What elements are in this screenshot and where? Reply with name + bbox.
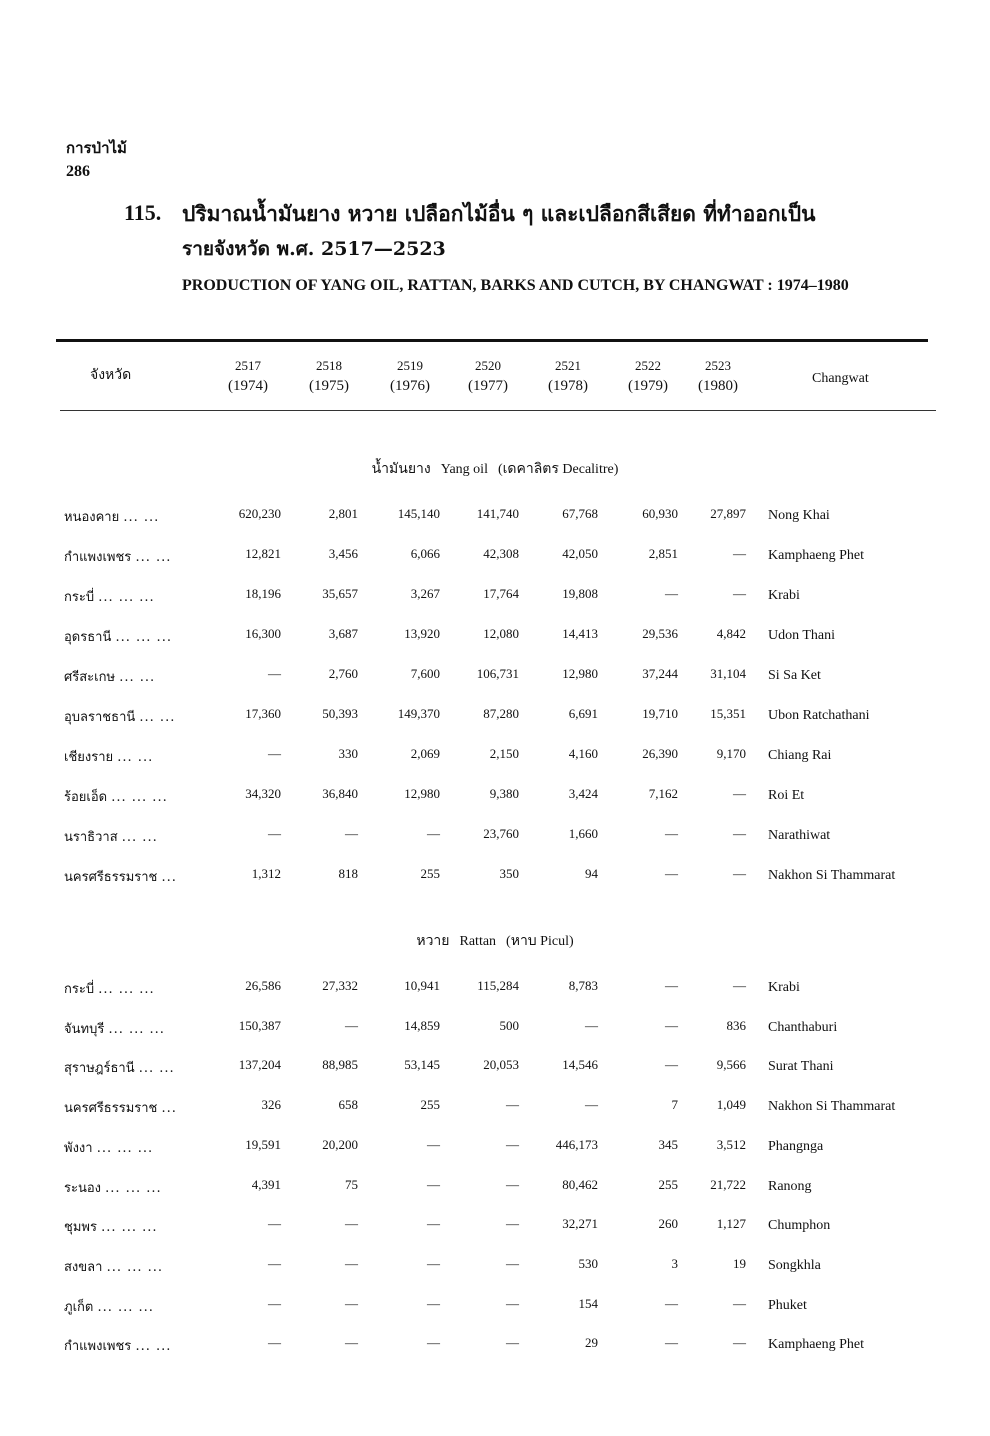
year-be: 2519 [397,358,423,373]
value-cell: — [733,1335,746,1350]
value-cell: — [345,1018,358,1033]
value-cell: 53,145 [404,1057,440,1072]
value-cell: — [345,1216,358,1231]
value-cell: 17,360 [245,706,281,721]
table-row [0,978,990,1002]
province-thai: สงขลา [64,1260,103,1275]
province-english: Roi Et [768,788,805,803]
value-cell: — [345,1296,358,1311]
value-cell: — [665,826,678,841]
year-header [294,356,364,396]
value-cell: 35,657 [322,586,358,601]
value-cell: 20,200 [322,1137,358,1152]
value-cell: 330 [338,746,358,761]
value-cell: 12,980 [562,666,598,681]
province-thai: นครศรีธรรมราช [64,1101,158,1116]
value-cell: 446,173 [555,1137,598,1152]
value-cell: — [268,1216,281,1231]
value-cell: 149,370 [397,706,440,721]
value-cell: 36,840 [322,786,358,801]
value-cell: 19 [733,1256,746,1271]
value-cell: 2,801 [328,506,358,521]
year-ad: (1975) [309,378,349,394]
province-english: Ubon Ratchathani [768,708,870,723]
value-cell: 14,859 [404,1018,440,1033]
value-cell: 26,390 [642,746,678,761]
province-thai: สุราษฎร์ธานี [64,1061,135,1076]
value-cell: 3 [671,1256,678,1271]
table-row [0,706,990,730]
value-cell: — [427,1177,440,1192]
value-cell: — [733,978,746,993]
province-thai: จันทบุรี [64,1022,105,1037]
province-thai: อุบลราชธานี [64,710,136,725]
province-english: Phangnga [768,1139,824,1154]
value-cell: — [665,1296,678,1311]
value-cell: 67,768 [562,506,598,521]
value-cell: — [506,1137,519,1152]
row-label-thai [64,626,172,647]
table-row [0,1216,990,1240]
year-be: 2522 [635,358,661,373]
value-cell: 12,080 [483,626,519,641]
value-cell: — [268,1335,281,1350]
section-heading-unit: (เดคาลิตร Decalitre) [497,462,619,477]
value-cell: 345 [658,1137,678,1152]
table-row [0,546,990,570]
row-label-thai [64,666,155,687]
value-cell: 255 [420,1097,440,1112]
value-cell: 10,941 [404,978,440,993]
column-header-english: Changwat [812,371,869,386]
province-english: Si Sa Ket [768,668,821,683]
leader-dots: ... ... [117,750,154,765]
value-cell: — [427,1335,440,1350]
row-label-thai [64,586,155,607]
leader-dots: ... [161,1101,177,1116]
leader-dots: ... ... ... [108,1022,165,1037]
value-cell: 2,150 [489,746,519,761]
value-cell: 500 [499,1018,519,1033]
page-number: 286 [66,163,90,180]
leader-dots: ... ... [135,1339,172,1354]
province-thai: อุดรธานี [64,630,112,645]
leader-dots: ... ... ... [97,1300,154,1315]
table-row [0,1057,990,1081]
leader-dots: ... ... ... [101,1220,158,1235]
value-cell: 27,332 [322,978,358,993]
row-label-thai [64,1018,165,1039]
year-be: 2520 [475,358,501,373]
leader-dots: ... ... [119,670,156,685]
year-be: 2517 [235,358,261,373]
leader-dots: ... ... [121,830,158,845]
year-ad: (1978) [548,378,588,394]
value-cell: — [665,586,678,601]
value-cell: — [506,1177,519,1192]
table-row [0,826,990,850]
value-cell: 3,512 [716,1137,746,1152]
value-cell: 32,271 [562,1216,598,1231]
province-thai: หนองคาย [64,510,120,525]
leader-dots: ... ... [139,710,176,725]
table-title-thai-line2: รายจังหวัด พ.ศ. 2517—2523 [182,238,446,260]
value-cell: 9,170 [716,746,746,761]
row-label-thai [64,786,168,807]
row-label-thai [64,1256,163,1277]
section-heading [0,930,990,952]
value-cell: 4,391 [251,1177,281,1192]
row-label-thai [64,706,175,727]
row-label-thai [64,1097,177,1118]
value-cell: — [268,826,281,841]
value-cell: 9,566 [716,1057,746,1072]
row-label-thai [64,506,159,527]
value-cell: 3,456 [328,546,358,561]
section-heading-english: Yang oil [440,462,488,477]
province-english: Narathiwat [768,828,831,843]
leader-dots: ... ... ... [98,590,155,605]
value-cell: 94 [585,866,598,881]
value-cell: — [268,666,281,681]
value-cell: 260 [658,1216,678,1231]
leader-dots: ... ... [138,1061,175,1076]
value-cell: 20,053 [483,1057,519,1072]
year-ad: (1979) [628,378,668,394]
value-cell: 154 [578,1296,598,1311]
leader-dots: ... ... ... [106,1260,164,1275]
province-thai: ศรีสะเกษ [64,670,116,685]
value-cell: — [345,1256,358,1271]
section-header: การป่าไม้ [66,139,127,157]
value-cell: — [665,1018,678,1033]
province-english: Udon Thani [768,628,836,643]
value-cell: 137,204 [238,1057,281,1072]
value-cell: 2,069 [410,746,440,761]
section-heading-english: Rattan [459,934,497,949]
province-english: Krabi [768,588,800,603]
year-header [683,356,753,396]
section-heading-thai: น้ำมันยาง [371,462,431,477]
province-english: Nong Khai [768,508,830,523]
value-cell: 21,722 [710,1177,746,1192]
value-cell: 7,600 [410,666,440,681]
section-heading-unit: (หาบ Picul) [506,934,574,949]
row-label-thai [64,866,177,887]
province-english: Nakhon Si Thammarat [768,1099,896,1114]
province-thai: พังงา [64,1141,93,1156]
value-cell: 7 [671,1097,678,1112]
value-cell: 620,230 [238,506,281,521]
province-english: Chiang Rai [768,748,832,763]
column-header-thai: จังหวัด [90,367,132,383]
province-english: Chumphon [768,1218,831,1233]
value-cell: 255 [658,1177,678,1192]
value-cell: — [665,978,678,993]
section-heading-thai: หวาย [416,934,450,949]
leader-dots: ... ... [135,550,172,565]
province-english: Krabi [768,980,800,995]
province-thai: กระบี่ [64,982,95,997]
table-row [0,866,990,890]
province-english: Kamphaeng Phet [768,1337,865,1352]
value-cell: 34,320 [245,786,281,801]
value-cell: 1,660 [568,826,598,841]
value-cell: 3,424 [568,786,598,801]
row-label-thai [64,1177,162,1198]
province-english: Surat Thani [768,1059,834,1074]
value-cell: — [665,1335,678,1350]
value-cell: 4,160 [568,746,598,761]
value-cell: 141,740 [476,506,519,521]
leader-dots: ... ... ... [105,1181,162,1196]
province-thai: นครศรีธรรมราช [64,870,158,885]
section-heading [0,458,990,480]
province-english: Chanthaburi [768,1020,838,1035]
value-cell: 2,760 [328,666,358,681]
header-bottom-rule [60,410,936,411]
value-cell: — [268,746,281,761]
value-cell: 6,066 [410,546,440,561]
value-cell: 12,821 [245,546,281,561]
value-cell: 326 [261,1097,281,1112]
province-english: Kamphaeng Phet [768,548,865,563]
value-cell: 1,127 [716,1216,746,1231]
year-ad: (1980) [698,378,738,394]
value-cell: — [345,1335,358,1350]
province-thai: ระนอง [64,1181,102,1196]
province-english: Phuket [768,1298,807,1313]
row-label-thai [64,1335,171,1356]
value-cell: — [427,826,440,841]
table-title-english: PRODUCTION OF YANG OIL, RATTAN, BARKS AND CUTCH, BY CHANGWAT : 1974–1980 [182,277,849,294]
province-thai: ภูเก็ต [64,1300,94,1315]
value-cell: — [427,1296,440,1311]
table-row [0,626,990,650]
table-row [0,506,990,530]
value-cell: 60,930 [642,506,678,521]
value-cell: 14,546 [562,1057,598,1072]
year-header [453,356,523,396]
value-cell: 8,783 [568,978,598,993]
value-cell: — [268,1296,281,1311]
value-cell: 75 [345,1177,358,1192]
value-cell: 350 [499,866,519,881]
value-cell: 3,267 [410,586,440,601]
value-cell: 88,985 [322,1057,358,1072]
value-cell: 23,760 [483,826,519,841]
province-thai: ร้อยเอ็ด [64,790,108,805]
table-number: 115. [124,200,162,225]
province-thai: เชียงราย [64,750,114,765]
year-be: 2518 [316,358,342,373]
value-cell: 115,284 [477,978,519,993]
leader-dots: ... [161,870,177,885]
value-cell: — [733,866,746,881]
table-row [0,746,990,770]
table-row [0,1256,990,1280]
value-cell: — [506,1296,519,1311]
year-ad: (1976) [390,378,430,394]
value-cell: 15,351 [710,706,746,721]
row-label-thai [64,1216,158,1237]
value-cell: — [733,786,746,801]
value-cell: — [506,1335,519,1350]
value-cell: 3,687 [328,626,358,641]
value-cell: 16,300 [245,626,281,641]
table-row [0,1018,990,1042]
value-cell: 2,851 [648,546,678,561]
province-thai: กำแพงเพชร [64,550,132,565]
value-cell: 27,897 [710,506,746,521]
year-header [213,356,283,396]
table-top-rule [56,339,928,342]
row-label-thai [64,978,155,999]
value-cell: 14,413 [562,626,598,641]
row-label-thai [64,546,171,567]
value-cell: 818 [338,866,358,881]
year-header [533,356,603,396]
value-cell: 836 [726,1018,746,1033]
value-cell: 37,244 [642,666,678,681]
value-cell: — [506,1256,519,1271]
value-cell: 26,586 [245,978,281,993]
value-cell: 7,162 [648,786,678,801]
province-thai: ชุมพร [64,1220,97,1235]
value-cell: — [506,1097,519,1112]
value-cell: 658 [338,1097,358,1112]
year-ad: (1974) [228,378,268,394]
year-be: 2521 [555,358,581,373]
table-title-thai-line1: ปริมาณน้ำมันยาง หวาย เปลือกไม้อื่น ๆ และเปลือกสีเสียด ที่ทำออกเป็น [182,201,816,226]
table-row [0,666,990,690]
value-cell: 4,842 [716,626,746,641]
value-cell: — [427,1216,440,1231]
province-english: Ranong [768,1179,812,1194]
row-label-thai [64,746,153,767]
value-cell: 1,312 [251,866,281,881]
value-cell: — [585,1018,598,1033]
leader-dots: ... ... [123,510,160,525]
value-cell: — [427,1256,440,1271]
table-row [0,1137,990,1161]
province-english: Songkhla [768,1258,821,1273]
province-thai: กำแพงเพชร [64,1339,132,1354]
value-cell: 31,104 [710,666,746,681]
value-cell: 150,387 [238,1018,281,1033]
value-cell: 530 [578,1256,598,1271]
year-header [613,356,683,396]
value-cell: 13,920 [404,626,440,641]
value-cell: — [665,866,678,881]
value-cell: 17,764 [483,586,519,601]
value-cell: 6,691 [568,706,598,721]
value-cell: — [733,546,746,561]
value-cell: 255 [420,866,440,881]
table-row [0,1177,990,1201]
value-cell: 42,308 [483,546,519,561]
value-cell: — [733,1296,746,1311]
value-cell: — [585,1097,598,1112]
value-cell: 145,140 [397,506,440,521]
table-row [0,586,990,610]
value-cell: 29 [585,1335,598,1350]
value-cell: 19,591 [245,1137,281,1152]
value-cell: — [345,826,358,841]
province-english: Nakhon Si Thammarat [768,868,896,883]
row-label-thai [64,826,158,847]
leader-dots: ... ... ... [115,630,172,645]
value-cell: 19,808 [562,586,598,601]
table-row [0,1097,990,1121]
table-row [0,786,990,810]
leader-dots: ... ... ... [98,982,155,997]
value-cell: 19,710 [642,706,678,721]
leader-dots: ... ... ... [96,1141,154,1156]
value-cell: 1,049 [716,1097,746,1112]
table-row [0,1296,990,1320]
province-thai: กระบี่ [64,590,95,605]
value-cell: — [733,826,746,841]
value-cell: 42,050 [562,546,598,561]
value-cell: 87,280 [483,706,519,721]
value-cell: — [268,1256,281,1271]
value-cell: 18,196 [245,586,281,601]
value-cell: 80,462 [562,1177,598,1192]
row-label-thai [64,1057,175,1078]
year-be: 2523 [705,358,731,373]
value-cell: 9,380 [489,786,519,801]
table-row [0,1335,990,1359]
year-ad: (1977) [468,378,508,394]
value-cell: — [506,1216,519,1231]
row-label-thai [64,1137,153,1158]
value-cell: — [665,1057,678,1072]
value-cell: 106,731 [476,666,519,681]
value-cell: — [733,586,746,601]
row-label-thai [64,1296,154,1317]
value-cell: 50,393 [322,706,358,721]
province-thai: นราธิวาส [64,830,118,845]
leader-dots: ... ... ... [111,790,168,805]
value-cell: — [427,1137,440,1152]
year-header [375,356,445,396]
value-cell: 12,980 [404,786,440,801]
value-cell: 29,536 [642,626,678,641]
